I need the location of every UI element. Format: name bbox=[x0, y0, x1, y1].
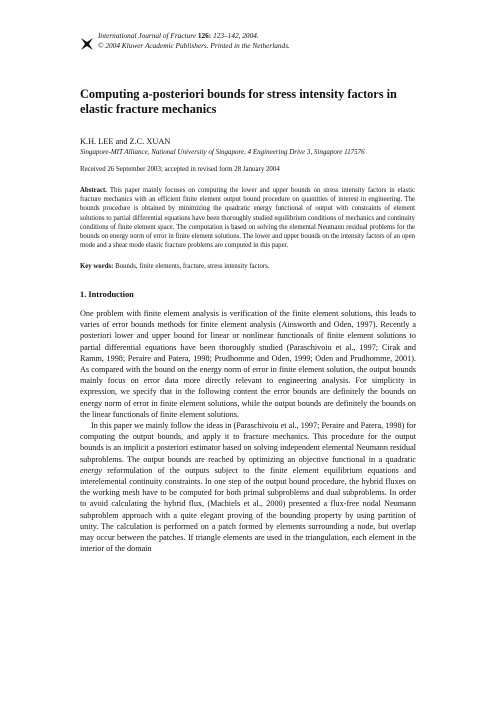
introduction-paragraph-1: One problem with finite element analysis is verification of the finite element solutions, this leads to varies of error bounds methods for finite element analysis (Ainsworth and Oden, 1997). Recently a posteriori lower and upper bound for linear or nonlinear functionals of finite element solutions to partial differential equations have been thoroughly studied (Paraschivoiu et al., 1997; Cirak and Ramm, 1998; Peraire and Patera, 1998; Prudhomme and Oden, 1999; Oden and Prudhomme, 2001). As compared with the bound on the energy norm of error in finite element solution, the output bounds mainly focus on error data more directly relevant to engineering analysis. For simplicity in expression, we specify that in the following content the error bounds are definitely the bounds on energy norm of error in finite element solutions, while the output bounds are definitely the bounds on the linear functionals of finite element solutions. bbox=[80, 309, 416, 419]
keywords-label: Key words: bbox=[80, 263, 114, 270]
section-heading-introduction: 1. Introduction bbox=[80, 290, 134, 299]
received-dates: Received 26 September 2003; accepted in revised form 28 January 2004 bbox=[80, 166, 280, 173]
paragraph-2-text-end: reformulation of the outputs subject to the finite element equilibrium equations and interelemental continuity constraints. In one step of the output bound procedure, the hybrid fluxes on the working mesh have to be computed for both primal subproblems and dual subproblems. In order to avoid calculating the hybrid flux, (Machiels et al., 2000) presented a flux-free nodal Neumann subproblem approach with a quite elegant proving of the bounding property by using partition of unity. The calculation is performed on a patch formed by elements surrounding a node, but overlap may occur between the patches. If triangle elements are used in the triangulation, each element in the interior of the domain bbox=[80, 465, 416, 554]
paragraph-2-italic-term: energy bbox=[80, 465, 102, 475]
abstract-label: Abstract. bbox=[80, 187, 107, 194]
abstract-block bbox=[80, 186, 415, 250]
paragraph-2-text-start: In this paper we mainly follow the ideas in (Paraschivoiu et al., 1997; Peraire and Patera, 1998) for computing the output bounds, and apply it to fracture mechanics. This procedure for the output bounds is an implicit a posteriori estimator based on solving independent elemental Neumann residual subproblems. The output bounds are reached by optimizing an objective functional in a quadratic bbox=[80, 421, 416, 464]
article-title: Computing a-posteriori bounds for stress intensity factors in elastic fracture mechanics bbox=[80, 87, 397, 116]
introduction-paragraph-2 bbox=[80, 420, 416, 554]
author-affiliation: Singapore-MIT Alliance, National University of Singapore, 4 Engineering Drive 3, Singapore 117576 bbox=[80, 148, 365, 156]
journal-volume: 126: bbox=[197, 31, 212, 40]
journal-name: International Journal of Fracture bbox=[98, 31, 197, 40]
publisher-logo-icon bbox=[80, 37, 94, 51]
journal-pages-year: 123–142, 2004. bbox=[213, 31, 259, 40]
journal-citation-line bbox=[98, 31, 290, 41]
keywords-block bbox=[80, 262, 415, 271]
keywords-text: Bounds, finite elements, fracture, stress intensity factors. bbox=[115, 263, 270, 270]
introduction-body bbox=[80, 308, 416, 554]
copyright-line: © 2004 Kluwer Academic Publishers. Printed in the Netherlands. bbox=[98, 41, 290, 50]
abstract-text: This paper mainly focuses on computing the lower and upper bounds on stress intensity factors in elastic fracture mechanics with an efficient finite element output bound procedure on quantities of interest in engineering. The bounds procedure is obtained by minimizing the quadratic energy functional of output with constraints of element solutions to partial differential equations have been thoroughly studied equilibrium conditions of mechanics and continuity conditions of finite element space. The computation is based on solving the elemental Neumann residual problems for the bounds on energy norm of error in finite element solutions. The lower and upper bounds on the intensity factors of an open mode and a shear mode elastic fracture problems are computed in this paper. bbox=[80, 187, 415, 250]
journal-header bbox=[98, 31, 290, 51]
article-authors: K.H. LEE and Z.C. XUAN bbox=[80, 137, 171, 146]
